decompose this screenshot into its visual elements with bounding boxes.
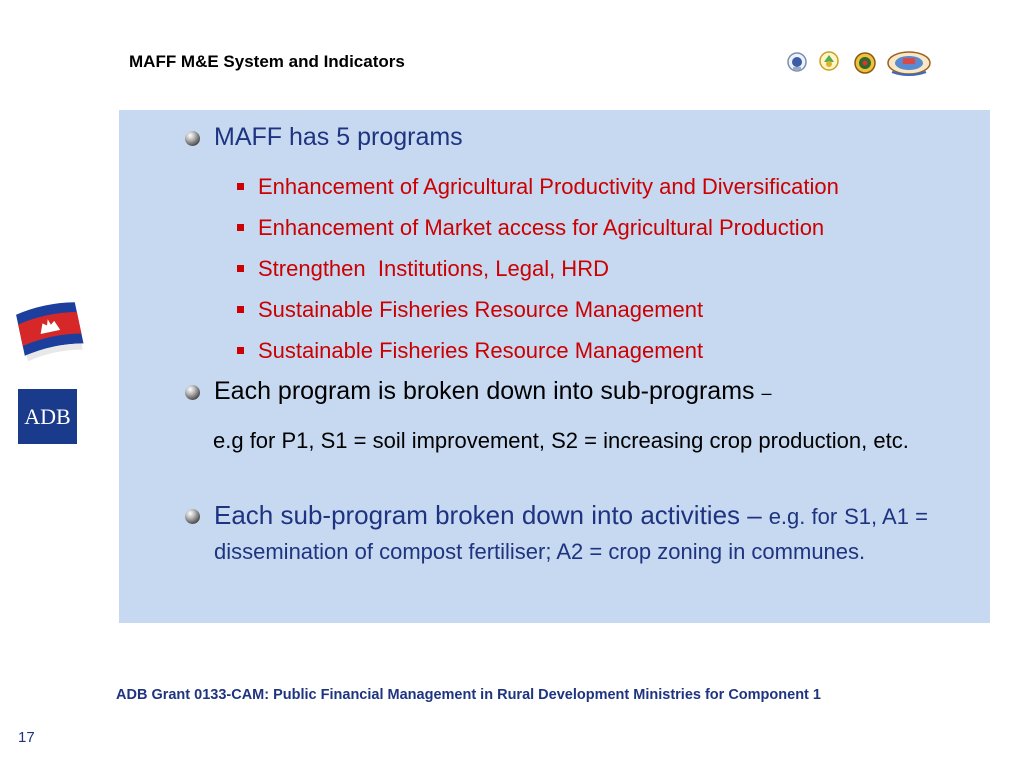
bullet-programs: [185, 122, 994, 152]
page-number: 17: [18, 729, 35, 746]
slide-footer: ADB Grant 0133-CAM: Public Financial Management in Rural Development Ministries for Component 1: [116, 687, 821, 703]
list-item: Enhancement of Agricultural Productivity and Diversification: [237, 166, 839, 207]
bullet-orb-icon: [185, 131, 200, 146]
list-item: Sustainable Fisheries Resource Management: [237, 330, 839, 371]
bullet-activities-text: Each sub-program broken down into activities –: [214, 500, 762, 530]
square-bullet-icon: [237, 265, 244, 272]
square-bullet-icon: [237, 347, 244, 354]
emblem-logo-1-icon: [786, 51, 808, 73]
bullet-programs-text: MAFF has 5 programs: [214, 123, 463, 151]
square-bullet-icon: [237, 306, 244, 313]
list-item: Sustainable Fisheries Resource Management: [237, 289, 839, 330]
bullet-orb-icon: [185, 385, 200, 400]
bullet-activities: [185, 500, 994, 569]
header-logos: [784, 48, 934, 76]
bullet-orb-icon: [185, 509, 200, 524]
adb-logo: ADB: [18, 389, 77, 444]
emblem-logo-3-icon: [852, 51, 878, 75]
list-item: Enhancement of Market access for Agricultural Production: [237, 207, 839, 248]
activities-example-lead: e.g. for: [768, 504, 838, 529]
content-box: [119, 110, 990, 623]
programs-list: [237, 166, 839, 371]
bullet-subprograms-text: Each program is broken down into sub-programs: [214, 377, 755, 405]
bullet-subprograms-dash: –: [761, 383, 772, 403]
square-bullet-icon: [237, 224, 244, 231]
activities-example: S1, A1 = dissemination of compost fertiliser; A2 = crop zoning in communes.: [214, 504, 928, 564]
cambodia-flag-icon: [14, 298, 86, 362]
emblem-logo-4-icon: [886, 48, 932, 76]
emblem-logo-2-icon: [818, 50, 840, 72]
list-item: Strengthen Institutions, Legal, HRD: [237, 248, 839, 289]
square-bullet-icon: [237, 183, 244, 190]
bullet-subprograms: [185, 376, 994, 408]
subprogram-example: e.g for P1, S1 = soil improvement, S2 = increasing crop production, etc.: [213, 428, 909, 453]
slide-title: MAFF M&E System and Indicators: [129, 52, 405, 71]
